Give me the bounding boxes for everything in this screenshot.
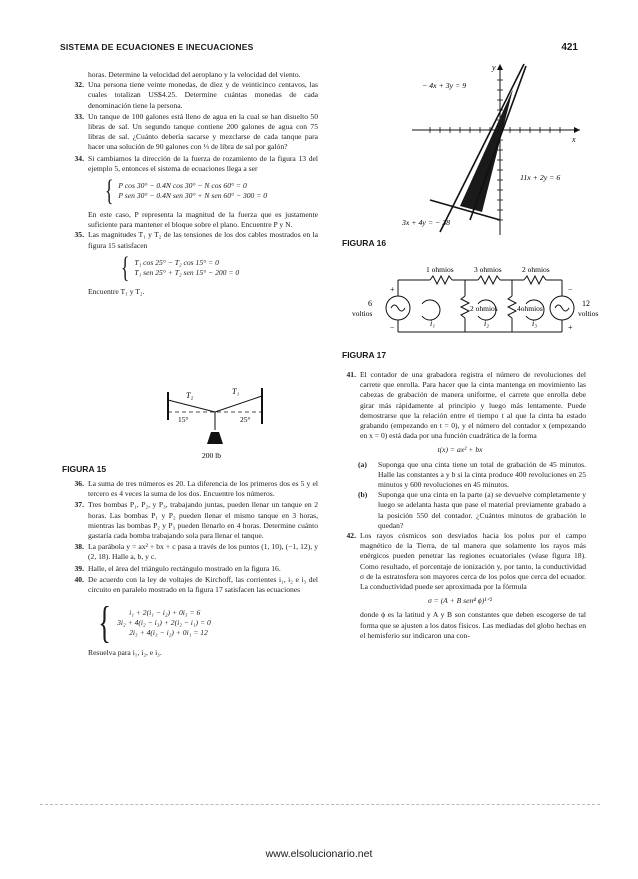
running-title: SISTEMA DE ECUACIONES E INECUACIONES xyxy=(60,42,254,52)
brace: { xyxy=(120,250,130,284)
r4-label: 2 ohmios xyxy=(470,304,498,313)
part-label: (b) xyxy=(358,490,368,500)
equation: P sen 30° − 0.4N sen 30° + N sen 60° − 300 = 0 xyxy=(118,191,268,201)
brace: { xyxy=(98,598,111,648)
left-column-lower xyxy=(62,479,318,658)
page-header xyxy=(60,42,578,56)
bottom-scan-line xyxy=(40,804,600,805)
problem-42-after: donde ϕ es la latitud y A y B son constantes que deben escogerse de tal forma que se ajusten a los datos físicos. Las mediadas del globo hechas en el hemisferio sur indicaron una con- xyxy=(360,610,586,640)
problem-number: 34. xyxy=(74,153,84,163)
problem-42 xyxy=(334,531,586,592)
r1-label: 1 ohmios xyxy=(426,265,454,274)
label-t1: T₁ xyxy=(232,387,240,396)
brace: { xyxy=(104,174,114,208)
page-number: 421 xyxy=(561,42,578,53)
line-11x-2y xyxy=(470,66,526,220)
problem-39 xyxy=(62,564,318,574)
equation: i₁ + 2(i₁ − i₂) + 0i₃ = 6 xyxy=(129,607,201,617)
plus-sign-right: + xyxy=(568,323,573,332)
right-column xyxy=(334,370,586,641)
v1-unit: voltios xyxy=(352,309,373,318)
problem-number: 36. xyxy=(74,479,84,488)
equation-system-34 xyxy=(102,174,318,208)
problem-text: De acuerdo con la ley de voltajes de Kirchoff, las corrientes i₁, i₂ e i₃ del circuito en paralelo mostrado en la figura 17 satisfacen las ecuaciones xyxy=(88,574,318,595)
problem-41b xyxy=(334,490,586,531)
part-text: Suponga que una cinta tiene un total de grabación de 45 minutos. Halle las constantes a y b si la cinta produce 400 revoluciones en 25 minutos y 600 revoluciones en 45 minutos. xyxy=(378,459,586,490)
weight-block xyxy=(207,432,223,444)
problem-number: 42. xyxy=(346,531,356,541)
plus-sign-left: + xyxy=(390,285,395,294)
problem-33 xyxy=(62,112,318,153)
line3-label: 3x + 4y = − 38 xyxy=(402,218,451,227)
i2-label: i₂ xyxy=(484,319,490,328)
line1-label: − 4x + 3y = 9 xyxy=(422,81,467,90)
v2-unit: voltios xyxy=(578,309,599,318)
v1-value: 6 xyxy=(368,299,372,308)
equation: P cos 30° − 0.4N cos 30° − N cos 60° = 0 xyxy=(118,180,247,190)
r3-label: 2 ohmios xyxy=(522,265,550,274)
figure-17-caption: FIGURA 17 xyxy=(342,350,387,360)
equation: T₁ cos 25° − T₂ cos 15° = 0 xyxy=(134,257,219,267)
cable-t1 xyxy=(215,396,262,412)
problem-38 xyxy=(62,542,318,562)
cable-t2 xyxy=(168,400,215,412)
problem-text: Los rayos cósmicos son desviados hacia los polos por el campo magnético de la Tierra, de tal manera que solamente los rayos más enérgicos pueden penetrar las regiones ecuatoriales (véase figura 18). Como resultado, el porcentaje de ionización y, por tanto, la conductividad σ de la estratosfera son mayores cerca de los polos que cerca del ecuador. La conductividad puede ser aproximada por la fórmula xyxy=(360,531,586,592)
problem-text: El contador de una grabadora registra el número de revoluciones del carrete que enrolla. Para hacer que la cinta mantenga en movimiento las cabezas de grabación de manera uniforme, el carrete que enrolla debe girar más rápidamente al principio y luego más lentamente. Puede demostrarse que la relación entre el tiempo t al que la cinta ha estado grabando (empezando en t = 0), y el número del contador x (empezando en x = 0) está dada por una función cuadrática de la forma xyxy=(360,370,586,441)
problem-text: Tres bombas P₁, P₂, y P₃, trabajando juntas, pueden llenar un tanque en 2 horas. Las bombas P₁ y P₂ pueden llenar el mismo tanque en 3 horas, mientras las bombas P₂ y P₃ pueden llenarlo en 4 horas. Determine cuánto gastaría cada bomba trabajando sola para llenar el tanque. xyxy=(88,500,318,541)
problem-text: Una persona tiene veinte monedas, de diez y de veinticinco centavos, las cuales totalizan US$4.25. Determine cuántas monedas de cada denominación tiene la persona. xyxy=(88,80,318,110)
r5-label: 4ohmios xyxy=(517,304,543,313)
figure-17-circuit xyxy=(350,262,608,344)
minus-sign-right: − xyxy=(568,285,573,294)
label-t2: T₂ xyxy=(186,391,194,400)
problem-32 xyxy=(62,80,318,111)
equation-system-35 xyxy=(118,250,318,284)
angle-25: 25° xyxy=(240,415,251,424)
line2-label: 11x + 2y = 6 xyxy=(520,173,561,182)
problem-number: 32. xyxy=(74,80,84,90)
figure-16-graph xyxy=(400,60,585,238)
x-label: x xyxy=(572,135,576,144)
problem-41a xyxy=(334,460,586,491)
problem-text: Halle, el área del triángulo rectángulo mostrado en la figura 16. xyxy=(88,563,281,573)
problem-37 xyxy=(62,500,318,541)
problem-text: La suma de tres números es 20. La diferencia de los primeros dos es 5 y el tercero es 4 veces la suma de los dos. Encuentre los números. xyxy=(88,479,318,499)
problem-number: 40. xyxy=(74,574,84,584)
problem-34 xyxy=(62,154,318,174)
problem-number: 37. xyxy=(74,500,84,510)
problem-35 xyxy=(62,230,318,250)
problem-34-after: En este caso, P representa la magnitud de la fuerza que es justamente suficiente para mantener el bloque sobre el plano. Encuentre P y N. xyxy=(88,210,318,230)
i3-label: i₃ xyxy=(532,319,538,328)
angle-15: 15° xyxy=(178,415,189,424)
problem-40-after: Resuelva para i₁, i₂, e i₃. xyxy=(88,648,162,658)
formula-42: σ = (A + B sen⁴ ϕ)¹ᐟ² xyxy=(427,596,493,606)
shaded-triangle xyxy=(460,89,513,212)
figure-16-caption: FIGURA 16 xyxy=(342,238,387,248)
equation-system-40 xyxy=(94,598,318,648)
problem-40 xyxy=(62,575,318,595)
v2-value: 12 xyxy=(582,299,590,308)
r2-label: 3 ohmios xyxy=(474,265,502,274)
formula-41: t(x) = ax² + bx xyxy=(437,445,483,455)
x-arrow xyxy=(574,127,580,133)
footer-url[interactable]: www.elsolucionario.net xyxy=(265,848,373,860)
problem-number: 33. xyxy=(74,111,84,121)
figure-15-diagram xyxy=(140,382,280,464)
equation: 3i₂ + 4(i₂ − i₃) + 2(i₂ − i₁) = 0 xyxy=(117,618,211,628)
problem-number: 41. xyxy=(346,370,356,379)
equation: 2i₃ + 4(i₃ − i₂) + 0i₁ = 12 xyxy=(129,628,208,638)
problem-text: Si cambiamos la dirección de la fuerza de rozamiento de la figura 13 del ejemplo 5, entonces el sistema de ecuaciones llega a ser xyxy=(88,153,318,173)
problem-number: 35. xyxy=(74,230,84,240)
minus-sign-left: − xyxy=(390,323,395,332)
problem-41 xyxy=(334,370,586,441)
equation: T₁ sen 25° + T₂ sen 15° − 200 = 0 xyxy=(134,267,240,277)
intro-text: horas. Determine la velocidad del aeroplano y la velocidad del viento. xyxy=(88,70,301,79)
y-label: y xyxy=(492,63,496,72)
problem-text: La parábola y = ax² + bx + c pasa a través de los puntos (1, 10), (−1, 12), y (2, 18). Halle a, b, y c. xyxy=(88,542,318,562)
problem-35-after: Encuentre T₁ y T₂. xyxy=(88,286,145,296)
left-column xyxy=(62,70,318,297)
figure-15-caption: FIGURA 15 xyxy=(62,464,107,474)
part-text: Suponga que una cinta en la parte (a) se devuelve completamente y luego se adelanta hasta que pase el material previamente grabado a la posición 550 del contador. ¿Cuántos minutos de grabación le quedan? xyxy=(378,490,586,530)
weight-label: 200 lb xyxy=(202,451,221,460)
problem-36 xyxy=(62,479,318,499)
part-label: (a) xyxy=(358,459,367,469)
problem-text: Las magnitudes T₁ y T₂ de las tensiones de los dos cables mostrados en la figura 15 satisfacen xyxy=(88,230,318,250)
i1-label: i₁ xyxy=(430,319,436,328)
y-arrow xyxy=(497,64,503,70)
problem-number: 38. xyxy=(74,542,84,552)
problem-text: Un tanque de 100 galones está lleno de agua en la cual se han disuelto 50 libras de sal. Un segundo tanque contiene 200 galones de agua con 75 libras de sal. ¿Cuánto debería sacarse y mezclarse de cada tanque para hacer una solución de 90 galones con ⅓ de libra de sal por galón? xyxy=(88,111,318,152)
problem-number: 39. xyxy=(74,563,84,573)
